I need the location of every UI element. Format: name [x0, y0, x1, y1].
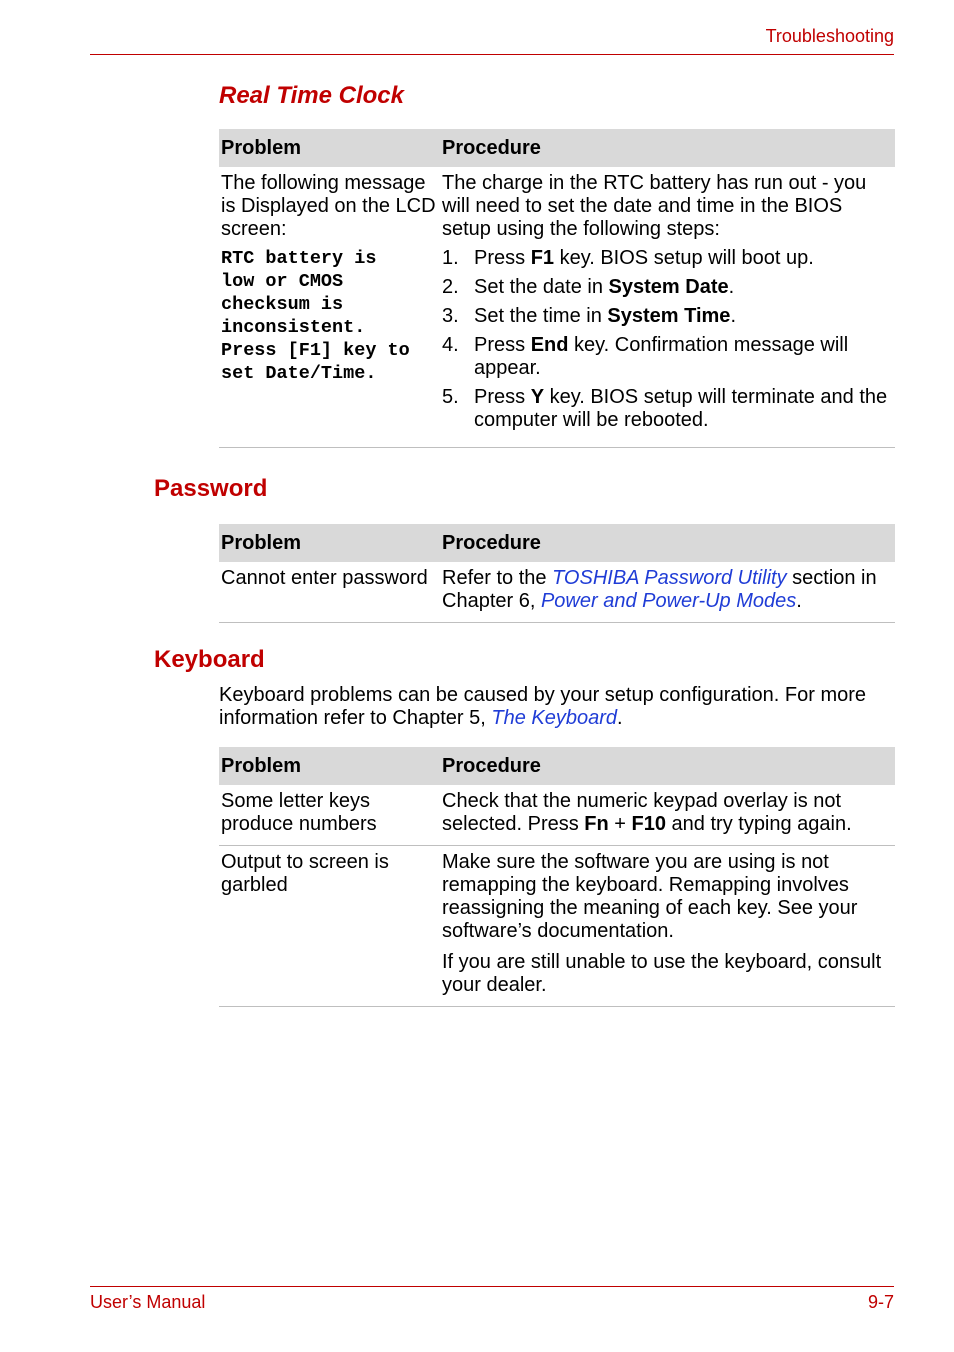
rtc-table-header	[219, 129, 895, 167]
procedure-intro: The charge in the RTC battery has run out - you will need to set the date and time in the BIOS setup using the following steps:	[442, 172, 867, 240]
procedure-paragraph: If you are still unable to use the keyboard, consult your dealer.	[442, 951, 882, 996]
link-the-keyboard[interactable]: The Keyboard	[491, 707, 617, 729]
table-row	[219, 562, 895, 623]
password-table-header	[219, 524, 895, 562]
col-problem: Problem	[221, 754, 302, 777]
table-row	[219, 785, 895, 846]
running-header: Troubleshooting	[765, 26, 894, 46]
col-problem: Problem	[221, 531, 302, 554]
list-item: 3. Set the time in System Time.	[442, 305, 736, 327]
table-row	[219, 167, 895, 448]
keyboard-heading: Keyboard	[154, 646, 265, 673]
col-procedure: Procedure	[442, 136, 541, 159]
link-power-modes[interactable]: Power and Power-Up Modes	[540, 590, 797, 612]
header-rule	[90, 54, 894, 55]
procedure-cell	[442, 167, 895, 447]
footer-manual-title: User’s Manual	[90, 1292, 206, 1312]
problem-cell: Some letter keys produce numbers	[221, 790, 377, 835]
list-item: 5. Press Y key. BIOS setup will terminate and the computer will be rebooted.	[442, 386, 888, 431]
link-password-utility[interactable]: TOSHIBA Password Utility	[552, 567, 787, 589]
message-line: Press [F1] key to	[221, 340, 410, 361]
footer-rule	[90, 1286, 894, 1287]
problem-cell: Cannot enter password	[221, 567, 428, 589]
password-heading: Password	[154, 475, 268, 502]
message-line: RTC battery is	[221, 248, 377, 269]
table-row	[219, 846, 895, 1007]
problem-cell: Output to screen is garbled	[221, 851, 389, 896]
keyboard-table-header	[219, 747, 895, 785]
list-item: 1. Press F1 key. BIOS setup will boot up.	[442, 247, 814, 269]
procedure-paragraph: Make sure the software you are using is not remapping the keyboard. Remapping involves reassigning the meaning of each key. See your software’s documentation.	[442, 851, 858, 942]
list-item: 4. Press End key. Confirmation message will appear.	[442, 334, 849, 379]
col-procedure: Procedure	[442, 531, 541, 554]
message-line: set Date/Time.	[221, 363, 377, 384]
problem-text: The following message is Displayed on the LCD screen:	[221, 172, 436, 240]
list-item: 2. Set the date in System Date.	[442, 276, 735, 298]
message-line: inconsistent.	[221, 317, 366, 338]
col-procedure: Procedure	[442, 754, 541, 777]
steps-list	[442, 247, 895, 432]
procedure-cell	[442, 846, 895, 1006]
message-line: checksum is	[221, 294, 344, 315]
keyboard-intro: Keyboard problems can be caused by your setup configuration. For more information refer to Chapter 5, The Keyboard.	[219, 684, 867, 729]
password-table	[219, 524, 895, 623]
col-problem: Problem	[221, 136, 302, 159]
rtc-heading: Real Time Clock	[219, 82, 404, 109]
problem-cell	[219, 167, 442, 447]
procedure-cell: Refer to the TOSHIBA Password Utility section in Chapter 6, Power and Power-Up Modes.	[442, 567, 877, 612]
page-number: 9-7	[867, 1292, 894, 1312]
procedure-cell: Check that the numeric keypad overlay is not selected. Press Fn + F10 and try typing again.	[442, 790, 852, 835]
error-message	[221, 247, 442, 385]
message-line: low or CMOS	[221, 271, 344, 292]
rtc-table	[219, 129, 895, 448]
keyboard-table	[219, 747, 895, 1007]
